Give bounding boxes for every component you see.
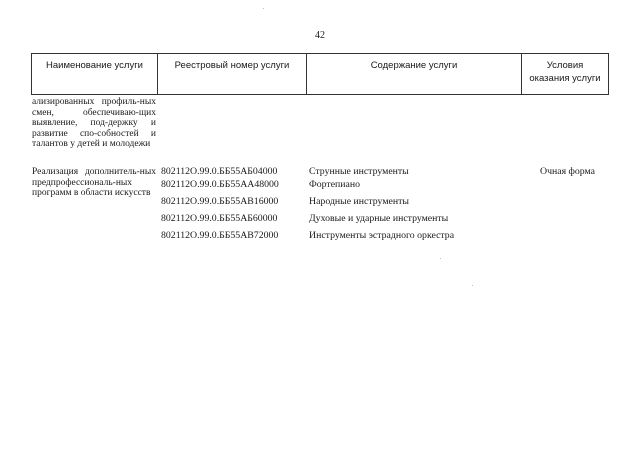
continuation-text: ализированных профиль-ных смен, обеспечиваю-щих выявление, под-держку и развитие спо-собностей и талантов у детей и молодежи: [32, 97, 156, 149]
content-item: Инструменты эстрадного оркестра: [309, 230, 455, 241]
scan-speck: [263, 8, 264, 9]
content-item: Струнные инструменты: [309, 166, 409, 177]
content-item: Духовые и ударные инструменты: [309, 213, 449, 224]
header-conditions: Условия оказания услуги: [529, 60, 601, 84]
page-number: 42: [315, 30, 325, 41]
scan-speck: [472, 285, 473, 286]
registry-number: 802112О.99.0.ББ55АБ04000: [161, 166, 278, 177]
service-condition: Очная форма: [540, 166, 596, 177]
header-service-name: Наименование услуги: [32, 54, 158, 94]
registry-number: 802112О.99.0.ББ55АБ60000: [161, 213, 278, 224]
registry-number: 802112О.99.0.ББ55АВ72000: [161, 230, 279, 241]
service-name: Реализация дополнитель-ных предпрофессиональ-ных программ в области искусств: [32, 167, 156, 198]
header-content: Содержание услуги: [307, 54, 522, 94]
content-item: Народные инструменты: [309, 196, 409, 207]
table-header: [31, 53, 609, 95]
registry-number: 802112О.99.0.ББ55АВ16000: [161, 196, 279, 207]
content-item: Фортепиано: [309, 179, 361, 190]
registry-number: 802112О.99.0.ББ55АА48000: [161, 179, 279, 190]
scan-speck: [440, 258, 441, 259]
header-registry-number: Реестровый номер услуги: [158, 54, 307, 94]
